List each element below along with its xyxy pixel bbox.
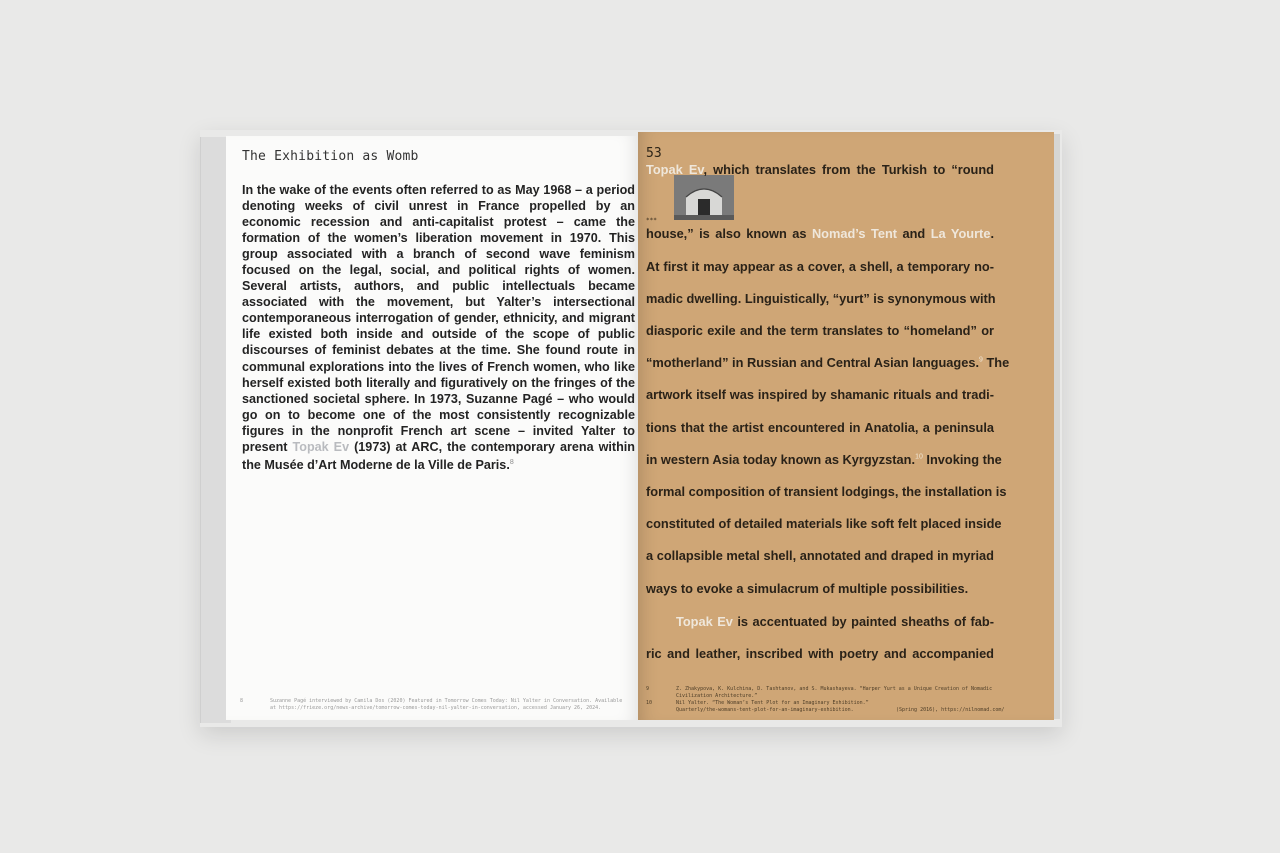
text-line: At first it may appear as a cover, a shell, a temporary no-: [646, 259, 994, 274]
footnotes: [646, 686, 1046, 714]
text-line: house,” is also known as Nomad’s Tent and La Yourte.: [646, 226, 994, 241]
name-highlight: La Yourte: [930, 226, 991, 241]
text-line: ways to evoke a simulacrum of multiple possibilities.: [646, 581, 969, 596]
text-line: Topak Ev, which translates from the Turkish to “round: [646, 162, 994, 177]
name-highlight: Nomad’s Tent: [811, 226, 898, 241]
figure-caption: ***: [646, 217, 657, 224]
text-line: a collapsible metal shell, annotated and draped in myriad: [646, 548, 994, 563]
footnote-source: (Spring 2016), https://nilnomad.com/: [896, 707, 1005, 713]
footnote-number: 10: [646, 700, 653, 706]
text-line: formal composition of transient lodgings, the installation is: [646, 484, 1007, 499]
footnote-number: 9: [646, 686, 650, 692]
right-page: [638, 132, 1054, 720]
text-line: madic dwelling. Linguistically, “yurt” is synonymous with: [646, 291, 996, 306]
footnote-ref: 8: [509, 458, 514, 466]
footnote-ref: 10: [915, 453, 923, 461]
text-line: in western Asia today known as Kyrgyzstan.$^{10}$ Invoking the: [646, 452, 1002, 467]
chapter-title: The Exhibition as Womb: [242, 149, 419, 164]
text-line: constituted of detailed materials like soft felt placed inside: [646, 516, 1002, 531]
left-page: [226, 136, 638, 720]
artwork-title-highlight: Topak Ev: [646, 162, 704, 177]
text-line: ric and leather, inscribed with poetry and accompanied: [646, 646, 994, 661]
footnote-text: Suzanne Pagé interviewed by Camila Dos (2020) Featured in Tomorrow Comes Today: Nil Yalter in Conversation. Available at https://frieze.org/news-archive/tomorrow-comes-today-nil-yalter-in-conversation, accessed January 26, 2024.: [270, 698, 623, 711]
text-line: Topak Ev is accentuated by painted sheaths of fab-: [676, 614, 994, 629]
yurt-photo-thumbnail: [674, 175, 734, 220]
footnote-text: Nil Yalter. “The Woman’s Tent Plot for an Imaginary Exhibition.” Quarterly/the-womans-tent-plot-for-an-imaginary-exhibition.: [676, 700, 869, 713]
page-number: 53: [646, 146, 662, 161]
footnote-text: Z. Zhakypova, K. Kulchina, D. Tashtanov, and S. Mukashayeva. “Harper Yurt as a Unique Creation of Nomadic Civilization Architecture.”: [676, 686, 993, 699]
paragraph-text-part1: In the wake of the events often referred to as May 1968 – a period denoting weeks of civil unrest in France propelled by an economic recession and anti-capitalist protest – came the formation of the women’s liberation movement in 1970. This group associated with a branch of second wave feminism focused on the legal, social, and political rights of women. Several artists, authors, and public intellectuals became associated with the movement, but Yalter’s intersectional contemporaneous interrogation of gender, ethnicity, and migrant life existed both inside and outside of the scope of public discourses of feminist debates at the time. She found route in communal explorations into the lives of French women, who like herself existed both literally and figuratively on the fringes of the sanctioned societal sphere. In 1973, Suzanne Pagé – who would go on to become one of the most consistently recognizable figures in the nonprofit French art scene – invited Yalter to present: [242, 183, 635, 454]
artwork-title-highlight: Topak Ev: [676, 614, 733, 629]
text-line: diasporic exile and the term translates to “homeland” or: [646, 323, 994, 338]
artwork-title-highlight: Topak Ev: [292, 439, 350, 454]
footnote-number: 8: [240, 698, 244, 704]
text-line: tions that the artist encountered in Anatolia, a peninsula: [646, 420, 994, 435]
footnote: [646, 686, 1046, 700]
text-line: artwork itself was inspired by shamanic rituals and tradi-: [646, 387, 994, 402]
body-paragraph: [242, 182, 635, 473]
footnote-ref: 9: [979, 356, 983, 364]
footnote: [646, 700, 1046, 714]
paragraph-text-part2: (1973) at ARC, the contemporary arena within the Musée d’Art Moderne de la Ville de Paris.: [242, 439, 635, 472]
text-line: “motherland” in Russian and Central Asian languages.$^9$ The: [646, 355, 1010, 370]
book-page-edge: [1054, 134, 1060, 719]
